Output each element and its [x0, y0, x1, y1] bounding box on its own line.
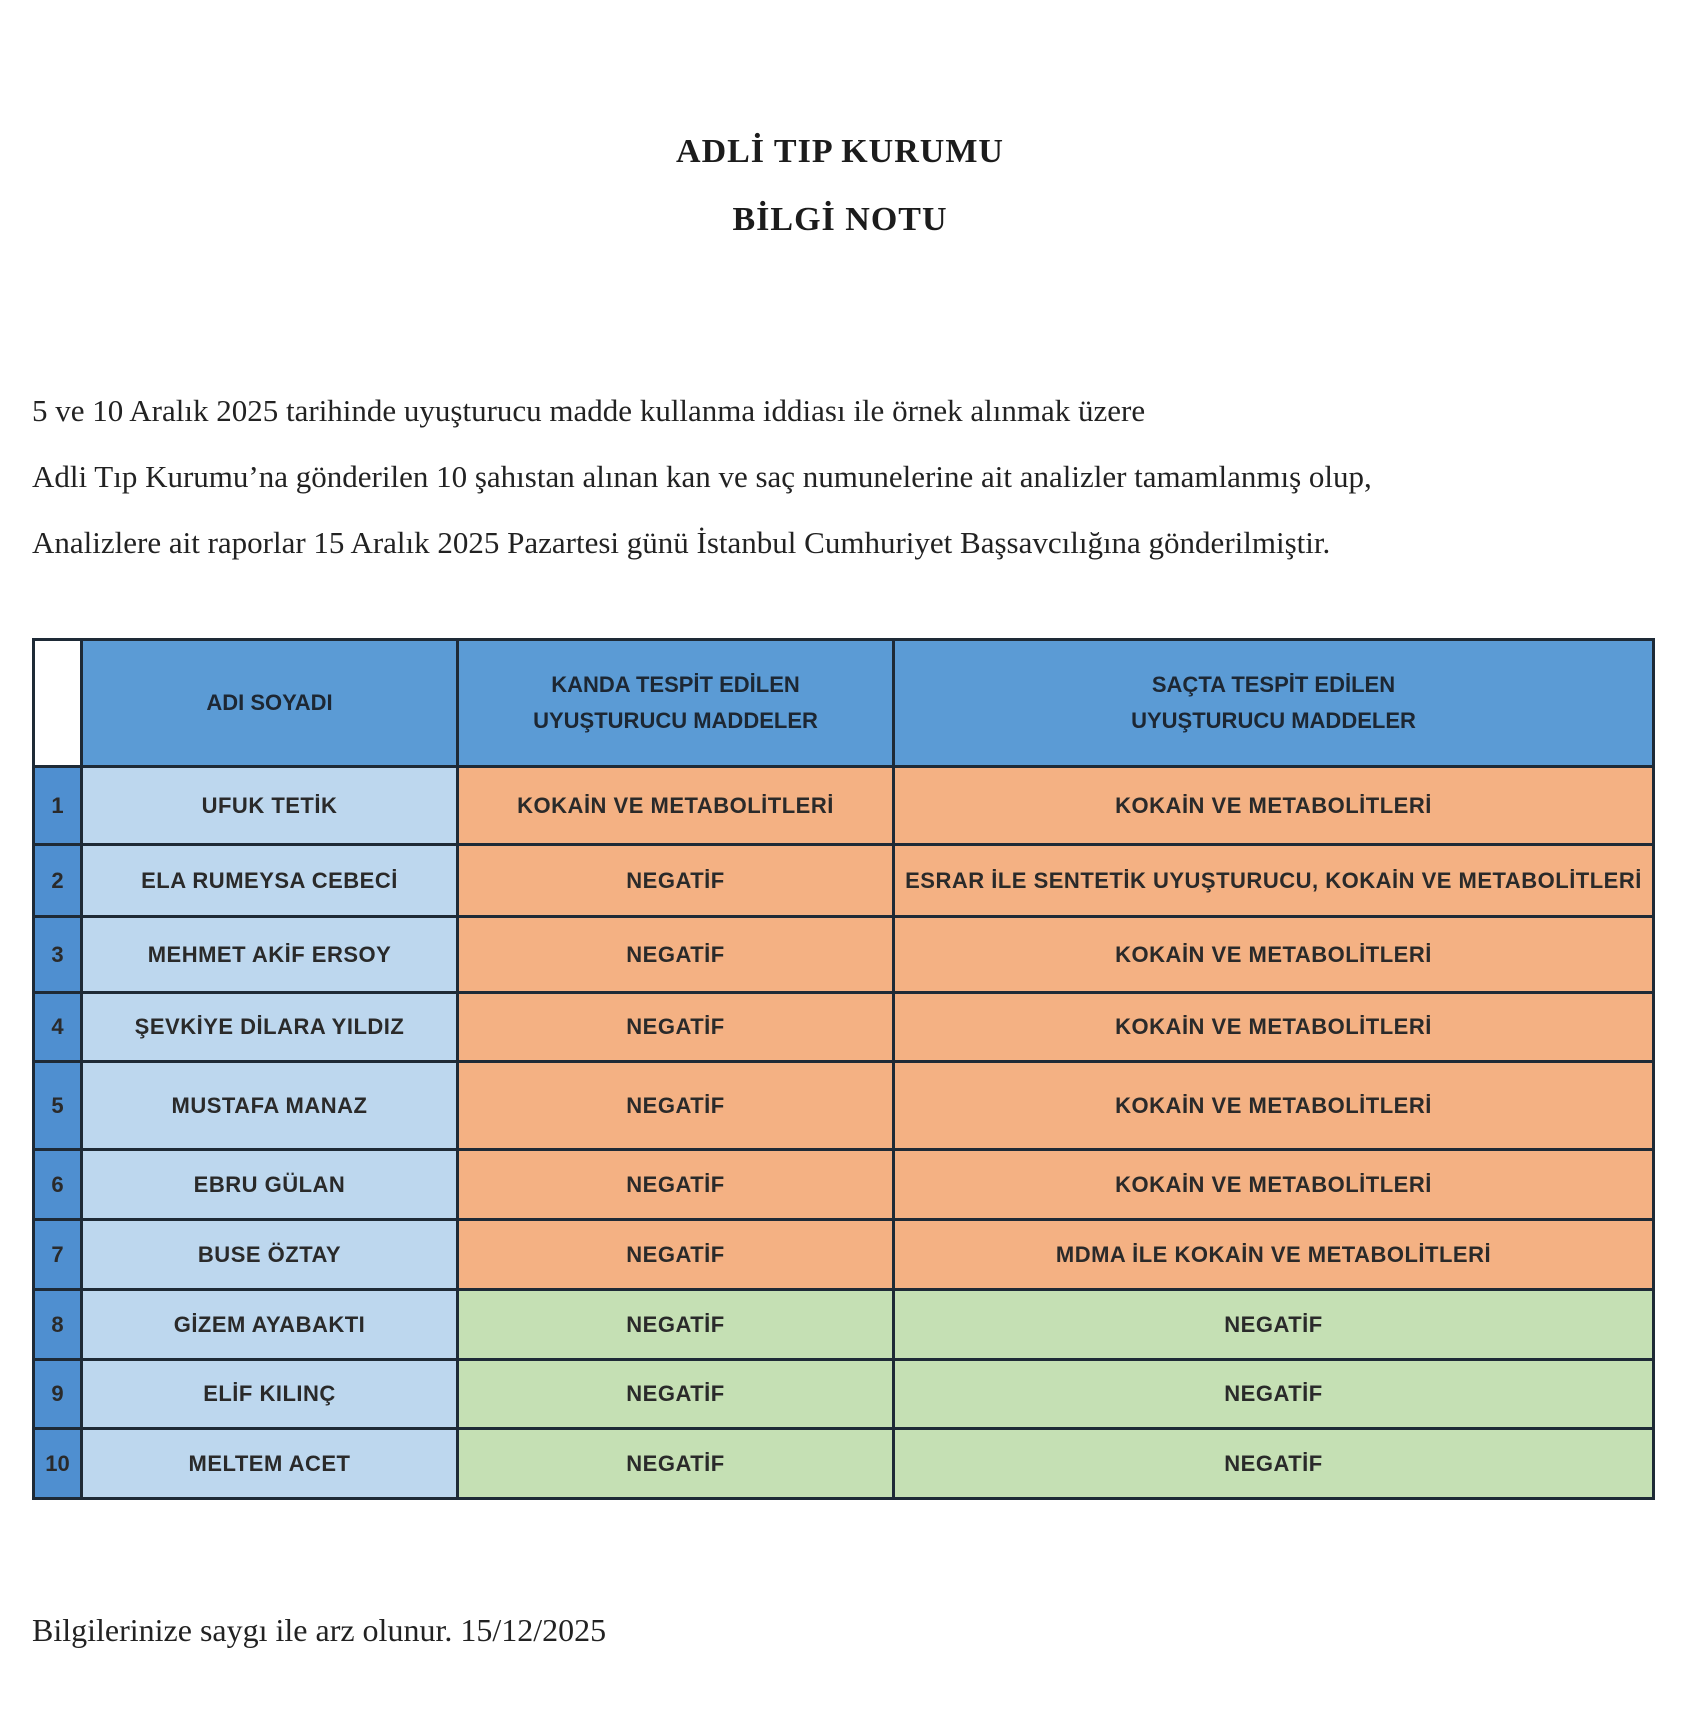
blood-result: NEGATİF: [458, 845, 894, 917]
hair-result: KOKAİN VE METABOLİTLERİ: [894, 917, 1654, 993]
row-number: 1: [34, 767, 82, 845]
institution-title: ADLİ TIP KURUMU: [676, 133, 1004, 170]
table-row: [34, 1062, 1654, 1150]
hair-result: KOKAİN VE METABOLİTLERİ: [894, 993, 1654, 1062]
hair-result: MDMA İLE KOKAİN VE METABOLİTLERİ: [894, 1220, 1654, 1290]
column-header-blood: [458, 640, 894, 767]
hair-result: KOKAİN VE METABOLİTLERİ: [894, 767, 1654, 845]
hair-result: NEGATİF: [894, 1429, 1654, 1499]
intro-line: 5 ve 10 Aralık 2025 tarihinde uyuşturucu madde kullanma iddiası ile örnek alınmak üzere: [32, 393, 1146, 428]
results-table: [32, 638, 1655, 1500]
table-row: [34, 917, 1654, 993]
blood-result: NEGATİF: [458, 993, 894, 1062]
blood-result: NEGATİF: [458, 1150, 894, 1220]
person-name: MUSTAFA MANAZ: [82, 1062, 458, 1150]
column-header-hair-line: UYUŞTURUCU MADDELER: [1131, 708, 1416, 733]
blood-result: NEGATİF: [458, 1360, 894, 1429]
row-number: 9: [34, 1360, 82, 1429]
person-name: ELİF KILINÇ: [82, 1360, 458, 1429]
document-header: [0, 118, 1680, 254]
hair-result: ESRAR İLE SENTETİK UYUŞTURUCU, KOKAİN VE METABOLİTLERİ: [894, 845, 1654, 917]
blood-result: NEGATİF: [458, 1062, 894, 1150]
row-number: 3: [34, 917, 82, 993]
person-name: ŞEVKİYE DİLARA YILDIZ: [82, 993, 458, 1062]
person-name: UFUK TETİK: [82, 767, 458, 845]
person-name: MEHMET AKİF ERSOY: [82, 917, 458, 993]
intro-paragraph: [32, 378, 1672, 576]
person-name: MELTEM ACET: [82, 1429, 458, 1499]
hair-result: KOKAİN VE METABOLİTLERİ: [894, 1150, 1654, 1220]
table-row: [34, 1220, 1654, 1290]
row-number: 6: [34, 1150, 82, 1220]
person-name: GİZEM AYABAKTI: [82, 1290, 458, 1360]
hair-result: KOKAİN VE METABOLİTLERİ: [894, 1062, 1654, 1150]
table-row: [34, 1290, 1654, 1360]
row-number: 5: [34, 1062, 82, 1150]
column-header-blood-line: KANDA TESPİT EDİLEN: [551, 672, 800, 697]
table-row: [34, 993, 1654, 1062]
table-row: [34, 845, 1654, 917]
person-name: EBRU GÜLAN: [82, 1150, 458, 1220]
table-row: [34, 1360, 1654, 1429]
row-number: 7: [34, 1220, 82, 1290]
row-number: 8: [34, 1290, 82, 1360]
column-header-hair-line: SAÇTA TESPİT EDİLEN: [1151, 672, 1396, 697]
corner-cell: [34, 640, 82, 767]
table-row: [34, 767, 1654, 845]
person-name: BUSE ÖZTAY: [82, 1220, 458, 1290]
table-header-row: [34, 640, 1654, 767]
person-name: ELA RUMEYSA CEBECİ: [82, 845, 458, 917]
document-type-title: BİLGİ NOTU: [732, 201, 948, 238]
column-header-blood-line: UYUŞTURUCU MADDELER: [533, 708, 818, 733]
column-header-hair: [894, 640, 1654, 767]
hair-result: NEGATİF: [894, 1360, 1654, 1429]
blood-result: KOKAİN VE METABOLİTLERİ: [458, 767, 894, 845]
intro-line: Analizlere ait raporlar 15 Aralık 2025 Pazartesi günü İstanbul Cumhuriyet Başsavcılığına gönderilmiştir.: [32, 525, 1331, 560]
blood-result: NEGATİF: [458, 917, 894, 993]
blood-result: NEGATİF: [458, 1290, 894, 1360]
blood-result: NEGATİF: [458, 1429, 894, 1499]
blood-result: NEGATİF: [458, 1220, 894, 1290]
table-row: [34, 1429, 1654, 1499]
row-number: 4: [34, 993, 82, 1062]
closing-line: Bilgilerinize saygı ile arz olunur. 15/12/2025: [32, 1612, 607, 1648]
row-number: 2: [34, 845, 82, 917]
intro-line: Adli Tıp Kurumu’na gönderilen 10 şahıstan alınan kan ve saç numunelerine ait analizler tamamlanmış olup,: [32, 459, 1372, 494]
hair-result: NEGATİF: [894, 1290, 1654, 1360]
row-number: 10: [34, 1429, 82, 1499]
column-header-name: ADI SOYADI: [82, 640, 458, 767]
table-row: [34, 1150, 1654, 1220]
